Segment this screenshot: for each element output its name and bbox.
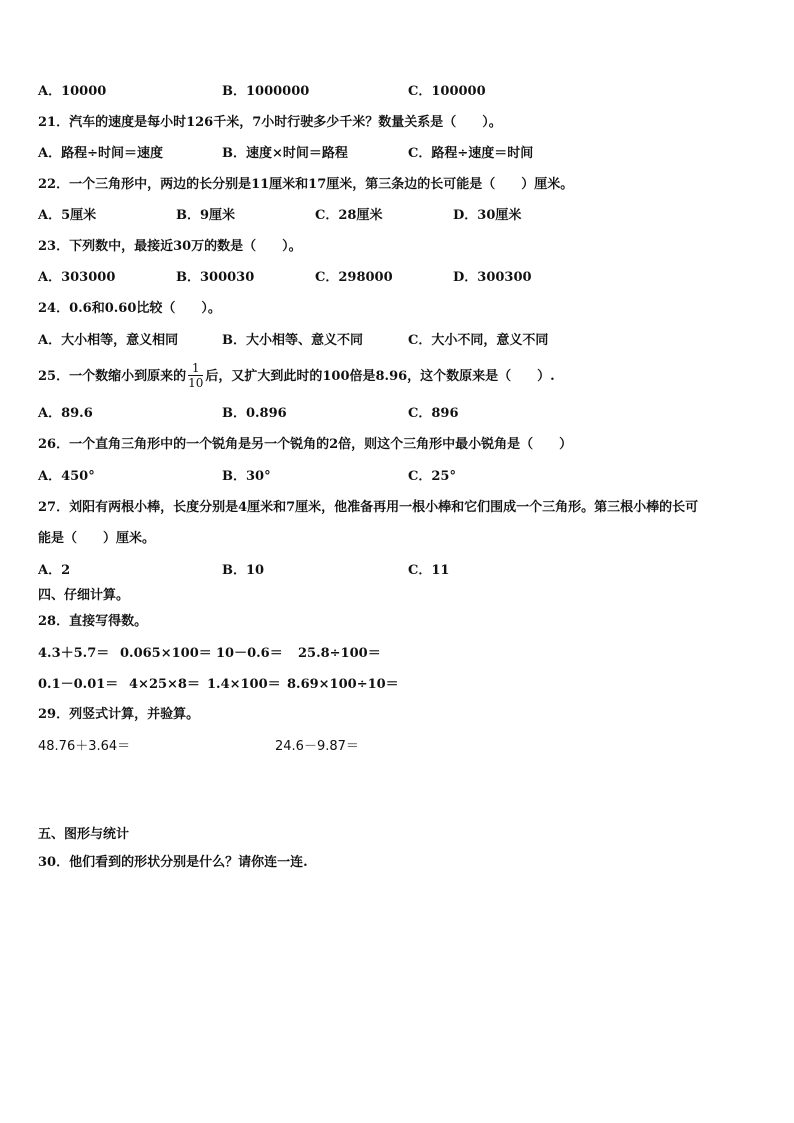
q27-option-b: B．10 (222, 563, 265, 578)
q25-option-c: C．896 (408, 406, 459, 421)
q28-row2-item-3: 1.4×100＝ (207, 677, 281, 692)
q25-text-after: 后，又扩大到此时的100倍是8.96，这个数原来是（ ）. (205, 369, 555, 384)
q22-option-b: B．9厘米 (176, 208, 236, 223)
q24-option-c: C．大小不同，意义不同 (408, 333, 549, 348)
q23-text: 23．下列数中，最接近30万的数是（ ）。 (38, 239, 302, 254)
q21-option-c: C．路程÷速度＝时间 (408, 146, 534, 161)
q23-option-d: D．300300 (453, 270, 532, 285)
q24-option-b: B．大小相等、意义不同 (222, 333, 363, 348)
q28-row1-item-3: 10－0.6＝ (216, 646, 283, 661)
q26-option-a: A．450° (38, 469, 95, 484)
q24-text: 24．0.6和0.60比较（ ）。 (38, 301, 221, 316)
q25-option-a: A．89.6 (38, 406, 93, 421)
q22-option-a: A．5厘米 (38, 208, 97, 223)
q27-text-line1: 27．刘阳有两根小棒，长度分别是4厘米和7厘米，他准备再用一根小棒和它们围成一个三角形。第三根小棒的长可 (38, 500, 699, 515)
q29-expression-2: 24.6－9.87＝ (275, 739, 359, 754)
q30-text: 30．他们看到的形状分别是什么？请你连一连. (38, 855, 308, 870)
q29-text: 29．列竖式计算，并验算。 (38, 707, 200, 722)
q26-option-b: B．30° (222, 469, 271, 484)
section-4-title: 四、仔细计算。 (38, 588, 130, 603)
q22-option-c: C．28厘米 (315, 208, 383, 223)
q29-expression-1: 48.76＋3.64＝ (38, 739, 131, 754)
q21-text: 21．汽车的速度是每小时126千米，7小时行驶多少千米？数量关系是（ ）。 (38, 115, 502, 130)
q20-option-a: A．10000 (38, 84, 107, 99)
q28-row1-item-1: 4.3＋5.7＝ (38, 646, 110, 661)
q27-text-line2: 能是（ ）厘米。 (38, 531, 156, 546)
q25-text-before: 25．一个数缩小到原来的 (38, 369, 187, 384)
q21-option-a: A．路程÷时间＝速度 (38, 146, 163, 161)
fraction-denominator: 10 (188, 376, 204, 390)
q28-text: 28．直接写得数。 (38, 614, 148, 629)
q28-row2-item-1: 0.1－0.01＝ (38, 677, 119, 692)
q25-option-b: B．0.896 (222, 406, 287, 421)
q25-text (38, 362, 555, 391)
q20-option-b: B．1000000 (222, 84, 310, 99)
q28-row1-item-2: 0.065×100＝ (120, 646, 212, 661)
q26-option-c: C．25° (408, 469, 456, 484)
q20-option-c: C．100000 (408, 84, 486, 99)
q24-option-a: A．大小相等，意义相同 (38, 333, 179, 348)
fraction-numerator: 1 (188, 361, 203, 376)
q23-option-b: B．300030 (176, 270, 255, 285)
q21-option-b: B．速度×时间＝路程 (222, 146, 348, 161)
section-5-title: 五、图形与统计 (38, 827, 130, 842)
q28-row2-item-4: 8.69×100÷10＝ (287, 677, 399, 692)
q27-option-c: C．11 (408, 563, 450, 578)
q27-option-a: A．2 (38, 563, 71, 578)
q23-option-c: C．298000 (315, 270, 393, 285)
fraction-one-tenth (188, 361, 203, 390)
q22-text: 22．一个三角形中，两边的长分别是11厘米和17厘米，第三条边的长可能是（ ）厘米。 (38, 177, 574, 192)
q23-option-a: A．303000 (38, 270, 116, 285)
q28-row1-item-4: 25.8÷100＝ (298, 646, 381, 661)
q28-row2-item-2: 4×25×8＝ (129, 677, 200, 692)
q22-option-d: D．30厘米 (453, 208, 522, 223)
q26-text: 26．一个直角三角形中的一个锐角是另一个锐角的2倍，则这个三角形中最小锐角是（ ） (38, 437, 573, 452)
